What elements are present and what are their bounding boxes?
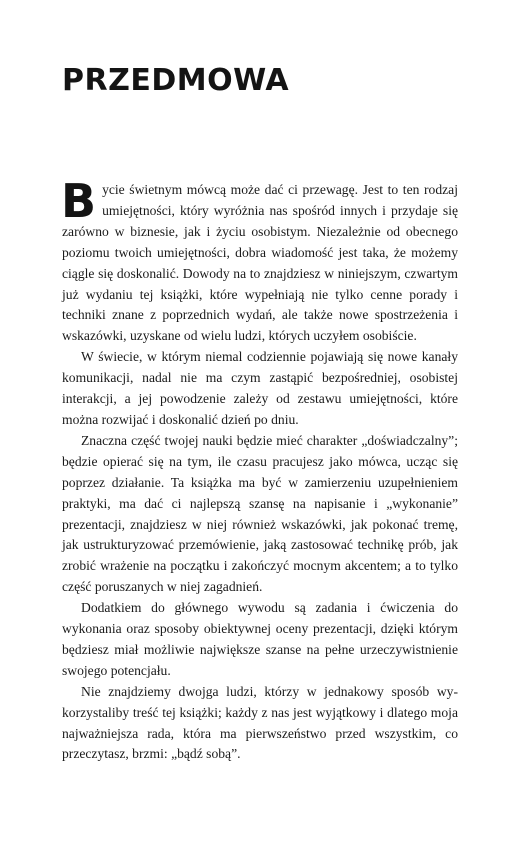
paragraph-3: Znaczna część twojej nauki będzie mieć charakter „doświadczalny”; będzie opierać się na tym, ile czasu pracujesz jako mówca, ucząc się poprzez działanie. Ta książka ma być w zamierzeniu uzupełnieniem praktyki, ma dać ci najlepszą szansę na napisanie i „wykonanie” prezentacji, znajdziesz w niej również wskazówki, jak pokonać tremę, jak ustrukturyzować przemówienie, jaką zastosować technikę prób, jak zrobić wrażenie na początku i zakończyć mocnym akcentem; a to tylko część poruszanych w niej zagadnień.	[62, 432, 458, 595]
paragraph-1-text: ycie świetnym mówcą może dać ci przewagę. Jest to ten rodzaj umiejętności, który wyróżnia nas spośród innych i przydaje się zarówno w biznesie, jak i życiu osobistym. Niezależnie od obecnego poziomu twoich umiejętności, dobra wiadomość jest taka, że możemy ciągle się doskonalić. Dowody na to znajdziesz w niniejszym, czwartym już wydaniu tej książki, które wypełniają nie tylko cenne porady i techniki znane z poprzednich wydań, ale także nowe spostrzeżenia i wskazówki, uzyskane od wielu ludzi, których uczyłem osobiście.	[62, 182, 458, 344]
chapter-body	[61, 174, 458, 765]
paragraph-5: Nie znajdziemy dwojga ludzi, którzy w jednakowy sposób wykorzystaliby treść tej książki; każdy z nas jest wyjątkowy i dlatego moja najważniejsza rada, która ma pierwszeństwo przed wszystkim, co przeczytasz, brzmi: „bądź sobą”.	[62, 683, 458, 762]
paragraph-2: W świecie, w którym niemal codziennie pojawiają się nowe kanały komunikacji, nadal nie ma czym zastąpić bezpośredniej, osobistej interakcji, a jej powodzenie zależy od zestawu umiejętności, które można rozwijać i doskonalić dzień po dniu.	[62, 349, 458, 427]
drop-cap: B	[61, 174, 97, 228]
chapter-title: PRZEDMOWA	[62, 63, 290, 98]
paragraph-4: Dodatkiem do głównego wywodu są zadania i ćwiczenia do wykonania oraz sposoby obiektywnej oceny prezentacji, dzięki którym będziesz miał możliwie największe szanse na pełne urzeczywistnienie swojego potencjału.	[62, 600, 458, 678]
paragraph-1	[61, 174, 458, 347]
